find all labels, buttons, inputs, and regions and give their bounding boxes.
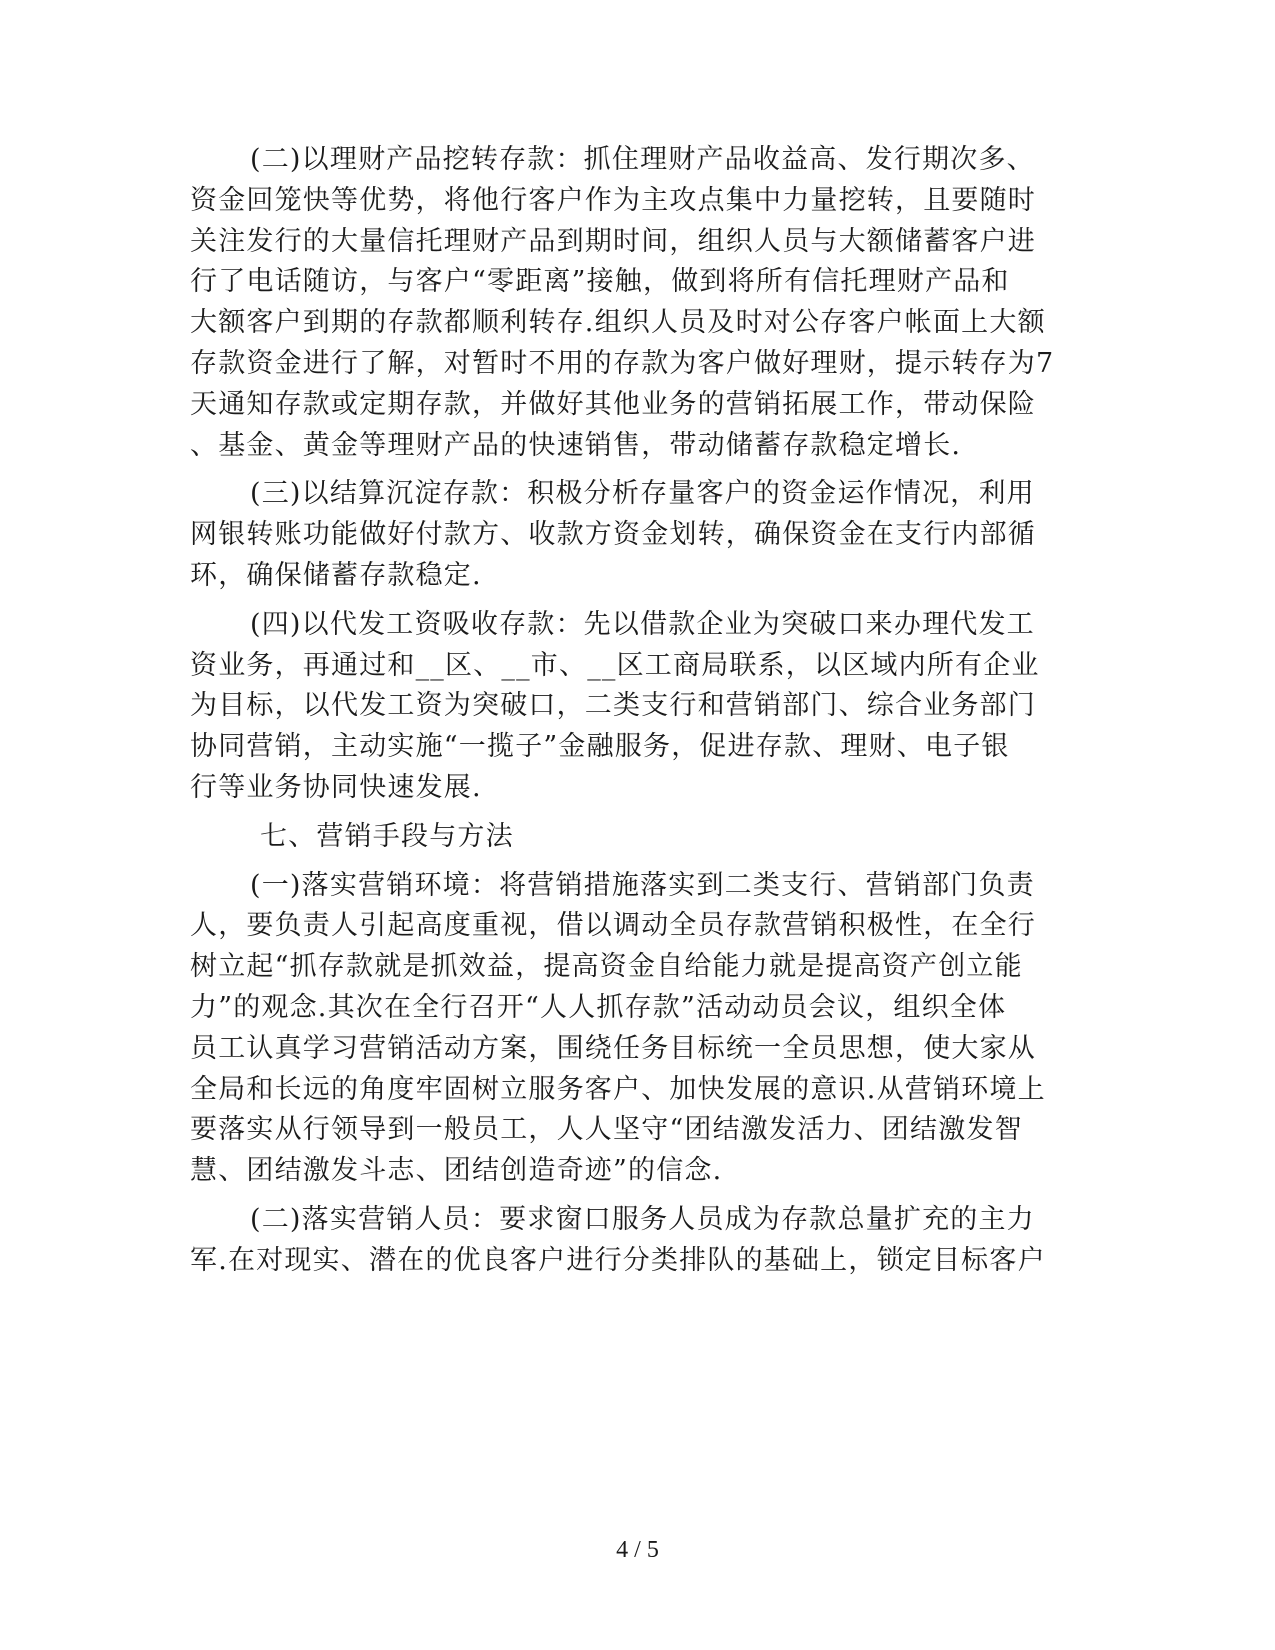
paragraph xyxy=(190,474,1060,596)
text-line: 关注发行的大量信托理财产品到期时间，组织人员与大额储蓄客户进 xyxy=(190,225,1036,257)
text-line: 为目标，以代发工资为突破口，二类支行和营销部门、综合业务部门 xyxy=(190,690,1036,722)
text-line: 、基金、黄金等理财产品的快速销售，带动储蓄存款稳定增长. xyxy=(190,429,962,461)
text-line: 环，确保储蓄存款稳定. xyxy=(190,559,482,591)
text-line: (四)以代发工资吸收存款：先以借款企业为突破口来办理代发工 xyxy=(250,608,1035,640)
text-line: 人，要负责人引起高度重视，借以调动全员存款营销积极性，在全行 xyxy=(190,910,1036,942)
text-line: 慧、团结激发斗志、团结创造奇迹”的信念. xyxy=(190,1155,723,1187)
text-line: (三)以结算沉淀存款：积极分析存量客户的资金运作情况，利用 xyxy=(250,478,1035,510)
paragraph xyxy=(190,866,1060,1192)
text-line: 存款资金进行了解，对暂时不用的存款为客户做好理财，提示转存为7 xyxy=(190,347,1055,379)
document-body xyxy=(190,140,1060,1290)
text-line: (二)以理财产品挖转存款：抓住理财产品收益高、发行期次多、 xyxy=(250,144,1035,175)
text-line: 天通知存款或定期存款，并做好其他业务的营销拓展工作，带动保险 xyxy=(190,388,1036,420)
text-line: 网银转账功能做好付款方、收款方资金划转，确保资金在支行内部循 xyxy=(190,519,1036,551)
paragraph xyxy=(190,140,1060,466)
text-line: 协同营销，主动实施“一揽子”金融服务，促进存款、理财、电子银 xyxy=(190,731,1010,763)
page-number: 4 / 5 xyxy=(616,1537,659,1563)
text-line: 全局和长远的角度牢固树立服务客户、加快发展的意识.从营销环境上 xyxy=(190,1073,1046,1105)
text-line: 资金回笼快等优势，将他行客户作为主攻点集中力量挖转，且要随时 xyxy=(190,184,1036,216)
paragraph xyxy=(190,1200,1060,1282)
text-line: 员工认真学习营销活动方案，围绕任务目标统一全员思想，使大家从 xyxy=(190,1032,1036,1064)
text-line: 要落实从行领导到一般员工，人人坚守“团结激发活力、团结激发智 xyxy=(190,1114,1023,1146)
text-line: 大额客户到期的存款都顺利转存.组织人员及时对公存客户帐面上大额 xyxy=(190,307,1046,339)
section-heading xyxy=(190,817,1060,858)
text-line: (二)落实营销人员：要求窗口服务人员成为存款总量扩充的主力 xyxy=(250,1203,1035,1235)
text-line: 行了电话随访，与客户“零距离”接触，做到将所有信托理财产品和 xyxy=(190,266,1010,298)
text-line: (一)落实营销环境：将营销措施落实到二类支行、营销部门负责 xyxy=(250,869,1035,901)
text-line: 行等业务协同快速发展. xyxy=(190,771,482,803)
text-line: 力”的观念.其次在全行召开“人人抓存款”活动动员会议，组织全体 xyxy=(190,991,1007,1023)
text-line: 资业务，再通过和__区、__市、__区工商局联系，以区域内所有企业 xyxy=(190,649,1040,681)
text-line: 树立起“抓存款就是抓效益，提高资金自给能力就是提高资产创立能 xyxy=(190,951,1023,983)
text-line: 七、营销手段与方法 xyxy=(260,820,514,852)
text-line: 军.在对现实、潜在的优良客户进行分类排队的基础上，锁定目标客户 xyxy=(190,1244,1046,1276)
paragraph xyxy=(190,605,1060,809)
